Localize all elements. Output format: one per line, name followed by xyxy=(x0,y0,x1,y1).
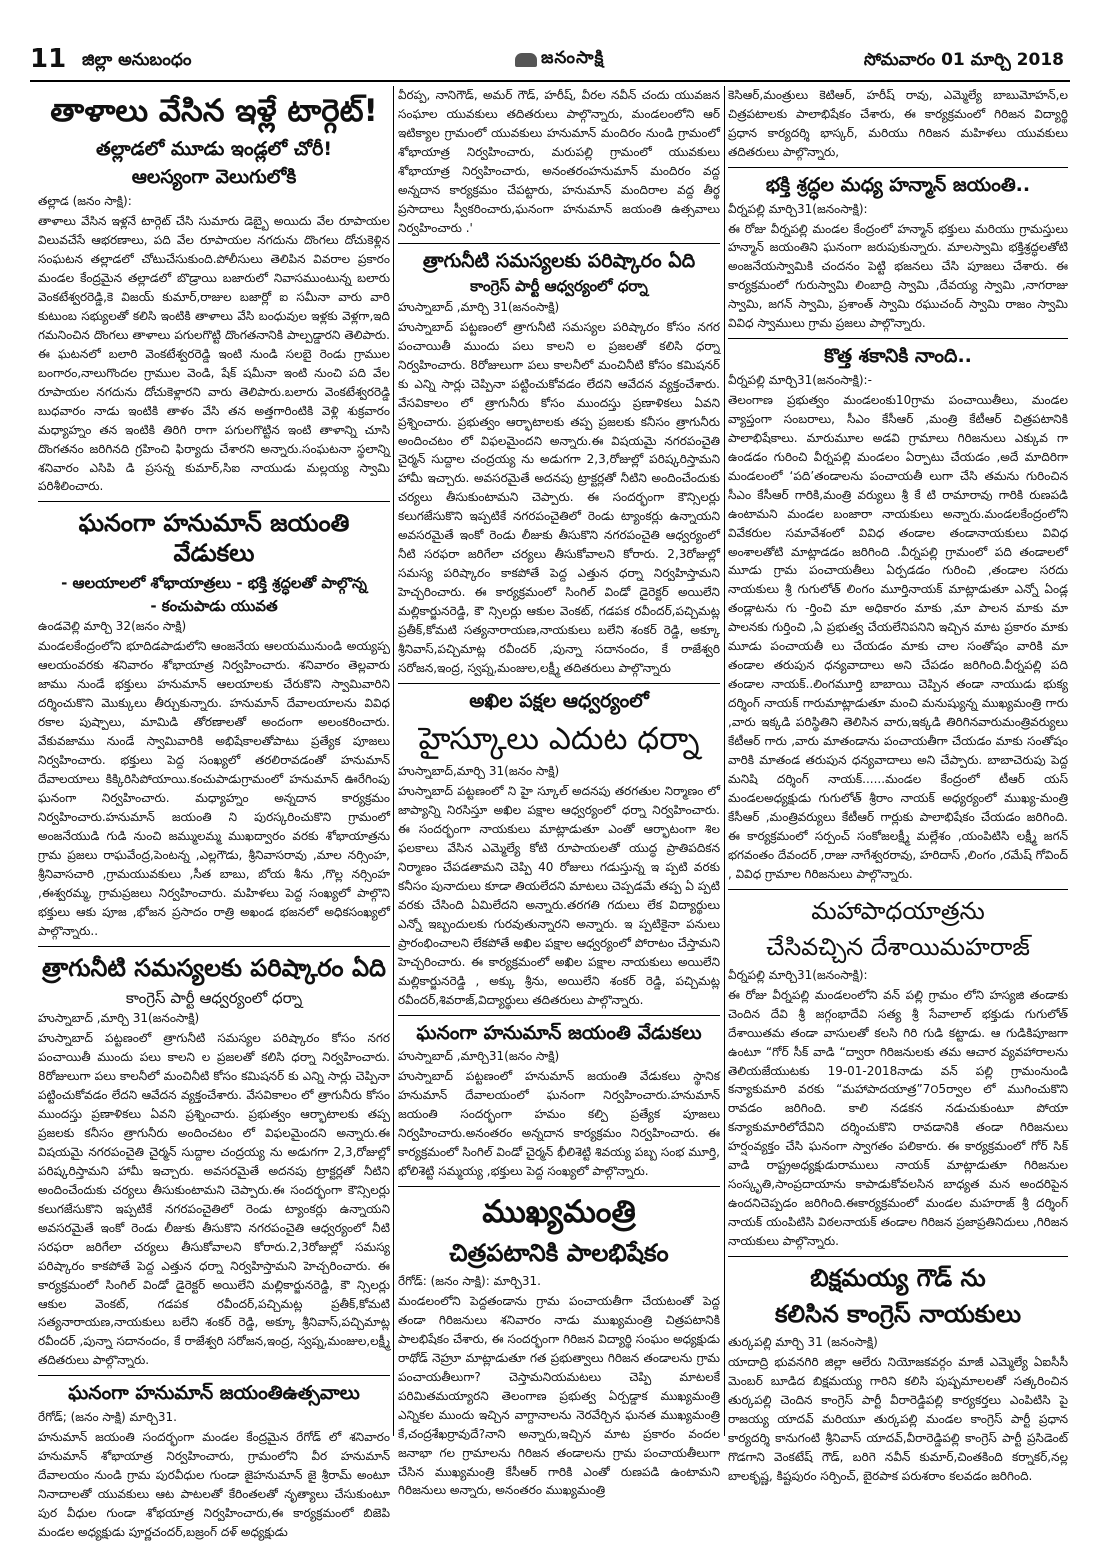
newspaper-logo xyxy=(515,46,604,74)
column-2 xyxy=(398,86,720,1498)
article-divider xyxy=(728,1256,1068,1257)
article-headline: చిత్రపటానికి పాలభిషేకం xyxy=(449,1238,669,1267)
article-body: హుస్నాబాద్ పట్టణంలో హనుమాన్ జయంతి వేడుకలు స్థానిక హనుమాన్ దేవాలయంలో ఘనంగా నిర్వహించారు.హనుమాన్ జయంతి సందర్భంగా హమం కల్పి ప్రత్యేక పూజలు నిర్వహించారు.అనంతరం అన్నదాన కార్యక్రమం నిర్వహించారు. ఈ కార్యక్రమంలో సింగిల్ విండో చైర్మన్ భీలిశెట్టి శివయ్య పబ్బ సంభ మూర్తి, భోలిశెట్టి సమ్మయ్య ,భక్తులు పెద్ద సంఖ్యలో పాల్గొన్నారు. xyxy=(398,1069,720,1179)
article-divider xyxy=(398,1015,720,1016)
article-dateline: హుస్నాబాద్ ,మార్చి31(జనం సాక్షి) xyxy=(398,1049,560,1064)
page-number: 11 xyxy=(30,44,67,74)
article-dateline: వీర్నపల్లి మార్చి31(జనంసాక్షి): xyxy=(728,201,868,216)
article-divider xyxy=(398,1186,720,1187)
article-headline: త్రాగునీటి సమస్యలకు పరిష్కారం ఏది xyxy=(422,249,696,272)
article-headline: త్రాగునీటి సమస్యలకు పరిష్కారం ఏది xyxy=(42,953,386,982)
column-3 xyxy=(728,86,1068,1483)
section-title: జిల్లా అనుబంధం xyxy=(82,50,192,70)
article-body-continued: కెసిఆర్,మంత్రులు కెటిఆర్, హరీష్ రావు, ఎమ్మెల్యే బాబుమోహన్,ల చిత్రపటాలకు పాలాభిషేకం చేశారు, ఈ కార్యక్రమంలో గిరిజన విద్యార్థి ప్రధాన కార్యదర్శి భాస్కర్, మరియు గిరిజన మహిళలు యువకులు తదితరులు పాల్గొన్నారు, xyxy=(728,88,1068,159)
article-divider xyxy=(38,501,390,502)
article-body: మండలకేంద్రంలోని భూదిడపాడులోని ఆంజనేయ ఆలయమునుండి అయ్యప్ప ఆలయంవరకు శనివారం శోభాయాత్ర నిర్వహించారు. శనివారం తెల్లవారు జాము నుండే భక్తులు హనుమాన్ ఆలయాలకు చేరుకొని స్వామివారిని దర్శించుకొని మొక్కులు తీర్చుకున్నారు. హనుమాన్ దేవాలయాలను వివిధ రకాల పుష్పాలు, మామిడి తోరణాలతో అందంగా అలంకరించారు. వేకువజాము నుండే స్వామివారికి అభిషేకాలతోపాటు ప్రత్యేక పూజలు నిర్వహించారు. భక్తులు పెద్ద సంఖ్యలో తరలిరావడంతో హనుమాన్ దేవాలయాలు కిక్కిరిసిపోయాయి.కంచుపాడుగ్రామంలో హనుమాన్ ఊరేగింపు ఘనంగా నిర్వహించారు. మధ్యాహ్నం అన్నదాన కార్యక్రమం నిర్వహించారు.హనుమాన్ జయంతి ని పురస్కరించుకొని గ్రామంలో అంజనేయుడి గుడి నుంచి జమ్ములమ్మ ముఖద్వారం వరకు శోభాయాత్రను గ్రామ ప్రజలు రాఘవేంద్ర,పెంటన్న ,ఎల్లగౌడు, శ్రీనివాసరావు ,మాల నర్సింహ, శ్రీనివాసచారి ,గ్రామయువకులు ,సీత బాబు, బోయ శీను ,గొల్ల నర్సింహ ,ఈశ్వరమ్మ, గ్రామప్రజలు నిర్వహించారు. మహిళలు పెద్ద సంఖ్యలో పాల్గొని భక్తులు ఆకు పూజ ,భోజన ప్రసాదం రాత్రి అఖండ భజనలో అధికసంఖ్యలో పాల్గొన్నారు.. xyxy=(38,639,390,938)
article-divider xyxy=(38,1375,390,1376)
article-body: హుస్నాబాద్ పట్టణంలో త్రాగునీటి సమస్యల పరిష్కారం కోసం నగర పంచాయితీ ముందు పలు కాలని ల ప్రజలతో కలిసి ధర్నా నిర్వహించారు. 8రోజులుగా పలు కాలనీలో మంచినీటి కోసం కమిషనర్ కు ఎన్ని సార్లు చెప్పినా పట్టించుకోవడం లేదని ఆవేదన వ్యక్తంచేశారు. వేసవికాలం లో త్రాగునీరు కోసం ముందస్తు ప్రణాళికలు ఏవని ప్రశ్నించారు. ప్రభుత్వం ఆర్భాటాలకు తప్ప ప్రజలకు కనీసం త్రాగునీరు అందించటం లో విఫలమైందని అన్నారు.ఈ విషయమై నగరపంచైతి చైర్మన్ సుద్దాల చంద్రయ్య ను అడుగగా 2,3,రోజుల్లో పరిష్కరిస్తామని హామీ ఇచ్చారు. అవసరమైతే అదనపు ట్రాక్టర్లతో నీటిని అందించేందుకు చర్యలు తీసుకుంటామని చెప్పారు.ఈ సందర్భంగా కౌన్సిలర్లు కలుగజేసుకొని ఇప్పటికే నగరపంచైతిలో రెండు ట్యాంకర్లు ఉన్నాయని అవసరమైతే ఇంకో రెండు లీజుకు తీసుకొని నగరపంచైతి ఆధ్వర్యంలో నీటి సరఫరా జరిగేలా చర్యలు తీసుకోవాలని కోరారు.2,3రోజుల్లో సమస్య పరిష్కారం కాకపోతే పెద్ద ఎత్తున ధర్నా నిర్వహిస్తామని హెచ్చరించారు. ఈ కార్యక్రమంలో సింగిల్ విండో డైరెక్టర్ అయిలేని మల్లికార్జునరెడ్డి, కౌ న్సిలర్లు ఆకుల వెంకట్, గడపక రవీందర్,పచ్చిమట్ల ప్రతీక్,కోమటి సత్యనారాయణ,నాయకులు బలేని శంకర్ రెడ్డి, అక్కూ శ్రీనివాస్,పచ్చిమాట్ల రవీందర్ ,పున్నా సదానందం, కే రాజేశ్వరి సరోజన,ఇంద్ర, స్వప్న,మంజుల,లక్ష్మీ తదితరులు పాల్గొన్నారు. xyxy=(38,1031,390,1368)
article-headline: ముఖ్యమంత్రి xyxy=(482,1194,636,1231)
issue-date: సోమవారం 01 మార్చి 2018 xyxy=(863,50,1064,70)
article-divider xyxy=(728,338,1068,339)
article-headline: ఘనంగా హనుమాన్ జయంతి వేడుకలు xyxy=(78,509,350,568)
article-headline: కొత్త శకానికి నాంది.. xyxy=(824,345,972,368)
article-headline: అఖిల పక్షల ఆధ్వర్యంలో xyxy=(469,689,649,712)
article-divider xyxy=(398,243,720,244)
article-headline: తాళాలు వేసిన ఇళ్లే టార్గెట్! xyxy=(50,93,378,129)
article-body: మండలంలోని పెద్దతండాను గ్రామ పంచాయతీగా చేయటంతో పెద్ద తండా గిరిజనులు శనివారం నాడు ముఖ్యమంత్రి చిత్రపటానికి పాలభిషేకం చేశారు, ఈ సందర్భంగా గిరిజన విద్యార్థి సంఘం అధ్యక్షుడు రాథోడ్ నెహ్రూ మాట్లాడుతూ గత ప్రభుత్వాలు గిరిజన తండాలను గ్రామ పంచాయతీలుగా? చెస్తామనియమటలు చెప్పి మాటలకే పరిమితమయ్యారని తెలంగాణ ప్రభుత్వ ఏర్పడ్డాక ముఖ్యమంత్రి ఎన్నికల ముందు ఇచ్చిన వాగ్దానాలను నెరవేర్చిన ఘనత ముఖ్యమంత్రి కే,చంద్రశేఖర్రావుదే?నాని అన్నారు,ఇచ్చిన మాట ప్రకారం వందల జనాభా గల గ్రామాలను గిరిజన తండాలను గ్రామ పంచాయతీలుగా చేసిన ముఖ్యమంత్రి కేసీఆర్ గారికి ఎంతో రుణపడి ఉంటామని గిరిజనులు అన్నారు, అనంతరం ముఖ్యమంత్రి xyxy=(398,1293,720,1498)
article-body-continued: వీరప్ప, నానిగౌడ్, అమర్ గౌడ్, హరీష్, వీరల నవీన్ చందు యువజన సంఘాల యువకులు తదితరులు పాల్గొన్నారు, మండలంలోని ఆర్ ఇటిక్యాల గ్రామంలో యువకులు హనుమాన్ మందిరం నుండి గ్రామంలో శోభాయాత్ర నిర్వహించారు, మరుపల్లి గ్రామంలో యువకులు శోభాయాత్ర నిర్వహించారు, అనంతరంహనుమాన్ మందిరం వద్ద అన్నదాన కార్యక్రమం చేపట్టారు, హనుమాన్ మందిరాల వద్ద తీర్థ ప్రసాదాలు స్వీకరించారు,ఘనంగా హనుమాన్ జయంతి ఉత్సవాలు నిర్వహించారు .' xyxy=(398,88,720,235)
article-headline: భక్తి శ్రద్ధల మధ్య హన్మాన్ జయంతి.. xyxy=(765,173,1031,196)
article-dateline: హుస్నాబాద్ ,మార్చి 31(జనంసాక్షి) xyxy=(398,299,560,314)
article-body: హుస్నాబాద్ పట్టణంలో త్రాగునీటి సమస్యల పరిష్కారం కోసం నగర పంచాయితీ ముందు పలు కాలని ల ప్రజలతో కలిసి ధర్నా నిర్వహించారు. 8రోజులుగా పలు కాలనీలో మంచినీటి కోసం కమిషనర్ కు ఎన్ని సార్లు చెప్పినా పట్టించుకోవడం లేదని ఆవేదన వ్యక్తంచేశారు. వేసవికాలం లో త్రాగునీరు కోసం ముందస్తు ప్రణాళికలు ఏవని ప్రశ్నించారు. ప్రభుత్వం ఆర్భాటాలకు తప్ప ప్రజలకు కనీసం త్రాగునీరు అందించటం లో విఫలమైందని అన్నారు.ఈ విషయమై నగరపంచైతి చైర్మన్ సుద్దాల చంద్రయ్య ను అడుగగా 2,3,రోజుల్లో పరిష్కరిస్తామని హామీ ఇచ్చారు. అవసరమైతే అదనపు ట్రాక్టర్లతో నీటిని అందించేందుకు చర్యలు తీసుకుంటామని చెప్పారు. ఈ సందర్భంగా కౌన్సిలర్లు కలుగజేసుకొని ఇప్పటికే నగరపంచైతిలో రెండు ట్యాంకర్లు ఉన్నాయని అవసరమైతే ఇంకో రెండు లీజుకు తీసుకొని నగరపంచైతి ఆధ్వర్యంలో నీటి సరఫరా జరిగేలా చర్యలు తీసుకోవాలని కోరారు. 2,3రోజుల్లో సమస్య పరిష్కారం కాకపోతే పెద్ద ఎత్తున ధర్నా నిర్వహిస్తామని హెచ్చరించారు. ఈ కార్యక్రమంలో సింగిల్ విండో డైరెక్టర్ అయిలేని మల్లికార్జునరెడ్డి, కౌ న్సిలర్లు ఆకుల వెంకట్, గడపక రవీందర్,పచ్చిమట్ల ప్రతీక్,కోమటి సత్యనారాయణ,నాయకులు బలేని శంకర్ రెడ్డి, అక్కూ శ్రీనివాస్,పచ్చిమాట్ల రవీందర్ ,పున్నా సదానందం, కే రాజేశ్వరి సరోజన,ఇంద్ర, స్వప్న,మంజుల,లక్ష్మీ తదితరులు పాల్గొన్నారు xyxy=(398,319,720,675)
article-body: ఈ రోజు వీర్నపల్లి మండల కేంద్రంలో హన్మాన్ భక్తులు మరియు గ్రామస్తులు హన్మాన్ జయంతిని ఘనంగా జరుపుకున్నారు. మాలస్వామి భక్తిశ్రద్ధలతోటి అంజనేయస్వామికి చందనం పెట్టి భజనలు చేసి పూజలు చేశారు. ఈ కార్యక్రమంలో గురుస్వామి లింబాద్రి స్వామి ,దేవయ్య స్వామి ,నాగరాజు స్వామి, జగన్ స్వామి, ప్రశాంత్ స్వామి రఘుచంద్ స్వామి రాజం స్వామి వివిధ స్వాములు గ్రామ ప్రజలు పాల్గొన్నారు. xyxy=(728,221,1068,331)
logo-text: జనంసాక్షి xyxy=(541,48,605,68)
article-subheadline: తల్లాడలో మూడు ఇండ్లలో చోరీ! xyxy=(95,137,333,160)
column-divider xyxy=(393,86,394,1436)
article-dateline: హుస్నాబాద్ ,మార్చి 31(జనంసాక్షి) xyxy=(38,1011,200,1026)
article-headline: ఘనంగా హనుమాన్ జయంతిఉత్సవాలు xyxy=(68,1382,360,1405)
article-dateline: రేగోడ్; (జనం సాక్షి) మార్చి31. xyxy=(38,1410,177,1425)
column-divider xyxy=(724,86,725,1436)
article-headline: మహాపాధయాత్రను xyxy=(811,896,985,925)
article-headline: హైస్కూలు ఎదుట ధర్నా xyxy=(418,720,700,757)
article-divider xyxy=(728,167,1068,168)
masthead xyxy=(30,44,1070,82)
article-dateline: వీర్నపల్లి మార్చి31(జనంసాక్షి):- xyxy=(728,372,872,387)
column-1 xyxy=(38,86,390,1539)
article-body: తాళాలు వేసిన ఇళ్లనే టార్గెట్ చేసి సుమారు డెబ్బై అయిదు వేల రూపాయల విలువచేసే ఆభరణాలు, పది వేల రూపాయల నగదును దొంగలు దోచుకెళ్లిన సంఘటన తల్లాడలో చోటుచేసుకుంది.పోలీసులు తెలిపిన వివరాల ప్రకారం మండల కేంద్రమైన తల్లాడలో బొడ్రాయి బజారులో నివాసముంటున్న బలారు వెంకటేశ్వరరెడ్డి,కె విజయ్ కుమార్,రాజుల బజార్లో ఐ సమీనా వారు వారి కుటుంబ సభ్యులతో కలిసి ఇంటికి తాళాలు వేసి బంధువుల ఇళ్లకు వెళ్లగా,ఇది గమనించిన దొంగలు తాళాలు పగులగొట్టి దొంగతనానికి పాల్పడ్డారని తెలిపారు. ఈ ఘటనలో బలారి వెంకటేశ్వరరెడ్డి ఇంటి నుండి సలబై రెండు గ్రాముల బంగారం,నాలుగొందల గ్రాముల వెండి, షేక్ షమీనా ఇంటి నుంచి పది వేల రూపాయల నగదును దోచుకెళ్లారని వారు తెలిపారు.బలారు వెంకటేశ్వరరెడ్డి బుధవారం నాడు ఇంటికి తాళం వేసి తన అత్తగారింటికి వెళ్లి శుక్రవారం మధ్యాహ్నం తన ఇంటికి తిరిగి రాగా పగులగొట్టిన ఇంటి తాళాన్ని చూసి దొంగతనం జరిగినది గ్రహించి ఫిర్యాదు చేశారని అన్నారు.సంఘటనా స్థలాన్ని శనివారం ఎసిపి డి ప్రసన్న కుమార్,సిఐ నాయుడు మల్లయ్య స్వామి పరిశీలించారు. xyxy=(38,214,390,494)
article-dateline: తల్లాడ (జనం సాక్షి): xyxy=(38,194,132,209)
article-subheadline: కాంగ్రెస్ పార్టీ ఆధ్వర్యంలో ధర్నా xyxy=(470,277,648,296)
article-subheadline: ఆలస్యంగా వెలుగులోకి xyxy=(131,166,297,189)
article-headline: ఘనంగా హనుమాన్ జయంతి వేడుకలు xyxy=(416,1021,702,1044)
article-subheadline: - కంచుపాడు యువత xyxy=(150,596,278,615)
article-headline: బిక్షమయ్య గౌడ్ ను xyxy=(810,1264,986,1293)
article-headline: కలిసిన కాంగ్రెస్ నాయకులు xyxy=(774,1300,1022,1329)
article-subheadline: కాంగ్రెస్ పార్టీ ఆధ్వర్యంలో ధర్నా xyxy=(125,988,303,1007)
article-headline: చేసివచ్చిన దేశాయిమహరాజ్ xyxy=(766,932,1030,961)
article-dateline: ఉండవెల్లి మార్చి 32(జనం సాక్షి) xyxy=(38,619,187,634)
article-body: ఈ రోజు వీర్నపల్లి మండలంలోని వన్ పల్లి గ్రామం లోని హస్యజి తండాకు చెందిన దేవి శ్రీ జగ్గంభాదేవి సత్య శ్రీ సేవాలాల్ భక్తుడు గుగులోత్ దేశాయితమ తండా వాసులతో కలసి గిరి గుడి కట్టాడు. ఆ గుడికిపూజగా ఉంటూ “గోర్ సీక్ వాడి “ద్వారా గిరిజనులకు తమ ఆచార వ్యవహారాలను తెలియజేయుటకు 19-01-2018నాడు వన్ పల్లి గ్రామంనుండి కన్యాకుమారి వరకు “మహాపాదయాత్ర”7౦5ర్వాల లో ముగించుకొని రావడం జరిగింది. కాలి నడకన నడుచుకుంటూ పోయా కన్యాకుమారిలోదేవిని దర్శించుకొని రావడానికి తండా గిరిజనులు హర్షంవ్యక్తం చేసి ఘనంగా స్వాగతం పలికారు. ఈ కార్యక్రమంలో గోర్ సిక్ వాడి రాష్ట్రఅధ్యక్షుడురాములు నాయక్ మాట్లాడుతూ గిరిజనుల సంస్కృతి,సాంప్రదాయాను కాపాడుకోవలసిన బాధ్యత మన అందరిపైన ఉందనిచెప్పడం జరిగింది.ఈకార్యక్రమంలో మండల మహరాజ్ శ్రీ దర్శింగ్ నాయక్ యంపిటిసి విఠలనాయక్ తండాల గిరిజన ప్రజాప్రతినిదులు ,గిరిజన నాయకులు పాల్గొన్నారు. xyxy=(728,987,1068,1249)
article-dateline: రేగోడ్: (జనం సాక్షి): మార్చి31. xyxy=(398,1273,541,1288)
article-body: యాదాద్రి భువనగిరి జిల్లా ఆలేరు నియోజకవర్గం మాజీ ఎమ్మెల్యే ఏఐసీసీ మెంబర్ బూడిద బిక్షమయ్య గారిని కలిసి పుష్పమాలలతో సత్కరించిన తుర్కపల్లి చెందిన కాంగ్రెస్ పార్టీ వీరారెడ్డిపల్లి కార్యకర్తలు ఎంపిటిసి పై రాజయ్య యాదవ్ మరియూ తుర్కపల్లి మండల కాంగ్రెస్ పార్టీ ప్రధాన కార్యదర్శి కానుగంటి శ్రీనివాస్ యాదవ్,వీరారెడ్డిపల్లి కాంగ్రెస్ పార్టీ ప్రసిడెంట్ గొడగాని వెంకటేష్ గౌడ్, బరిగె నవీన్ కుమార్,చింతకింది కర్నాకర్,నల్ల బాలకృష్ణ, కిష్టపురం సర్పించ్, బైరపాక పరుశరాం కలవడం జరిగింది. xyxy=(728,1355,1068,1483)
article-dateline: హుస్నాబాద్,మార్చి 31(జనం సాక్షి) xyxy=(398,764,560,779)
article-divider xyxy=(728,889,1068,890)
article-body: హనుమాన్ జయంతి సందర్భంగా మండల కేంద్రమైన రేగోడ్ లో శనివారం హనుమాన్ శోభాయాత్ర నిర్వహించారు, గ్రామంలోని వీర హనుమాన్ దేవాలయం నుండి గ్రామ పురవీధుల గుండా జైహనుమాన్ జై శ్రీరామ్ అంటూ నినాదాలతో యువకులు ఆట పాటలతో కేరింతలతో నృత్యాలు చేసుకుంటూ పుర వీధుల గుండా శోభయాత్ర నిర్వహించారు,ఈ కార్యక్రమంలో బిజెపి మండల అధ్యక్షుడు పూర్ణచందర్,బజ్రంగ్ దళ్ అధ్యక్షుడు xyxy=(38,1430,390,1539)
article-dateline: వీర్నపల్లి మార్చి31(జనంసాక్షి): xyxy=(728,967,868,982)
article-dateline: తుర్కపల్లి మార్చి 31 (జనంసాక్షి) xyxy=(728,1335,878,1350)
article-body: హుస్నాబాద్ పట్టణంలో ని హై స్కూల్ అదనపు తరగతుల నిర్మాణం లో జాప్యాన్ని నిరసిస్తూ అఖిల పక్షాల ఆధ్వర్యంలో ధర్నా నిర్వహించారు. ఈ సందర్భంగా నాయకులు మాట్లాడుతూ ఎంతో ఆర్భాటంగా శిల ఫలకాలు వేసిన ఎమ్మెల్యే కోటి రూపాయలతో యుద్ధ ప్రాతిపదికన నిర్మాణం చేపడతామని చెప్పి 40 రోజులు గడుస్తున్న ఇ ప్పటి వరకు కనీసం పునాదులు కూడా తియలేదని మాటలు చెప్పడమే తప్ప ఏ ప్పటి వరకు చేసింది ఏమిలేదని అన్నారు.తరగతి గదులు లేక విద్యార్థులు ఎన్నో ఇబ్బందులకు గురవుతున్నారని అన్నారు. ఇ ప్పటికైనా పనులు ప్రారంభించాలని లేకపోతే అఖిల పక్షాల ఆధ్వర్యంలో పోరాటం చేస్తామని హెచ్చరించారు. ఈ కార్యక్రమంలో అఖిల పక్షాల నాయకులు అయిలేని మల్లికార్జునరెడ్డి , అక్కు శ్రీను, అయిలేని శంకర్ రెడ్డి, పచ్చిమట్ల రవీందర్,శివరాజ్,విద్యార్థులు తదితరులు పాల్గొన్నారు. xyxy=(398,784,720,1007)
article-subheadline: - ఆలయాలలో శోభాయాత్రలు - భక్తి శ్రద్ధలతో పాల్గొన్న xyxy=(61,574,367,593)
logo-icon xyxy=(515,53,537,67)
article-divider xyxy=(398,683,720,684)
article-divider xyxy=(38,946,390,947)
article-body: తెలంగాణ ప్రభుత్వం మండలంకు10గ్రామ పంచాయితీలు, మండల వ్యాప్తంగా సంబరాలు, సీఎం కేసీఆర్ ,మంత్రి కేటీఆర్ చిత్రపటానికి పాలాభిషేకాలు. మారుమూల అడవి గ్రామాలు గిరిజనులు ఎక్కువ గా ఉండడం గురించి వీర్నపల్లి మండలం ఏర్పాటు చేయడం ,అదే మాదిరిగా మండలంలో ‘పది’తండాలను పంచాయతీ లుగా చేసి తమను గురించిన సీఎం కేసీఆర్ గారికి,మంత్రి వర్యులు శ్రీ కే టి రామారావు గారికి రుణపడి ఉంటామని మండల బంజారా నాయకులు అన్నారు.మండలకేంద్రంలోని వివేకరుల సమావేశంలో వివిధ తండాల తండానాయకులు వివిధ అంశాలతోటి మాట్లాడడం జరిగింది .వీర్నపల్లి గ్రామంలో పది తండాలలో మూడు గ్రామ పంచాయతీలు ఏర్పడడం గురించి ,తండాల సరదు నాయకులు శ్రీ గుగులోత్ లింగం మూర్తినాయక్ మాట్లాడుతూ ఎన్నో ఏండ్ల తండ్లాటను గు -ర్తించి మా అధికారం మాకు ,మా పాలన మాకు మా పాలనకు గుర్తించి ,ఏ ప్రభుత్వ చేయలేనిపనిని ఇచ్చిన మాట ప్రకారం మాకు మూడు పంచాయతీ లు చేయడం మాకు చాల సంతోషం వారికి మా తండాల తరుపున ధన్యవాదాలు అని చేపడం జరిగింది.వీర్నపల్లి పది తండాల నాయక్..లింగమూర్తి బాబాయి చెప్పిన తండా నాయుడు భుక్య దర్శింగ్ నాయక్ గారుమాట్లాడుతూ మంచి మనుష్యున్న ముఖ్యమంత్రి గారు ,వారు ఇక్కడి పరిస్థితిని తెలిసిన వారు,ఇక్కడి తిరిగినవారుమంత్రివర్యులు కేటీఆర్ గారు ,వారు మాతండాను పంచాయతీగా చేయడం మాకు సంతోషం వారికి మాతండ తరుపున ధన్యవాదాలు అని చేప్పారు. బాబాచెరుపు పెద్ద మనిషి దర్శింగ్ నాయక్......మండల కేంద్రంలో టీఆర్ యస్ మండలఅధ్యక్షుడు గుగులోత్ శ్రీరాం నాయక్ అధ్యర్యంలో ముఖ్య-మంత్రి కేసీఆర్ ,మంత్రివర్యులు కేటీఆర్ గార్లుకు పాలాభిషేకం చేయడం జరిగింది. ఈ కార్యక్రమంలో సర్పంచ్ సంకోజలక్ష్మీ మల్లేశం ,యంపిటిసి లక్ష్మీ జగన్ భగవంతం దేవందర్ ,రాజు నాగేశ్వరరావు, హరిదాస్ ,లింగం ,రమేష్ గోవింద్ , వివిధ గ్రామాల గిరిజనులు పాల్గొన్నారు. xyxy=(728,392,1068,881)
